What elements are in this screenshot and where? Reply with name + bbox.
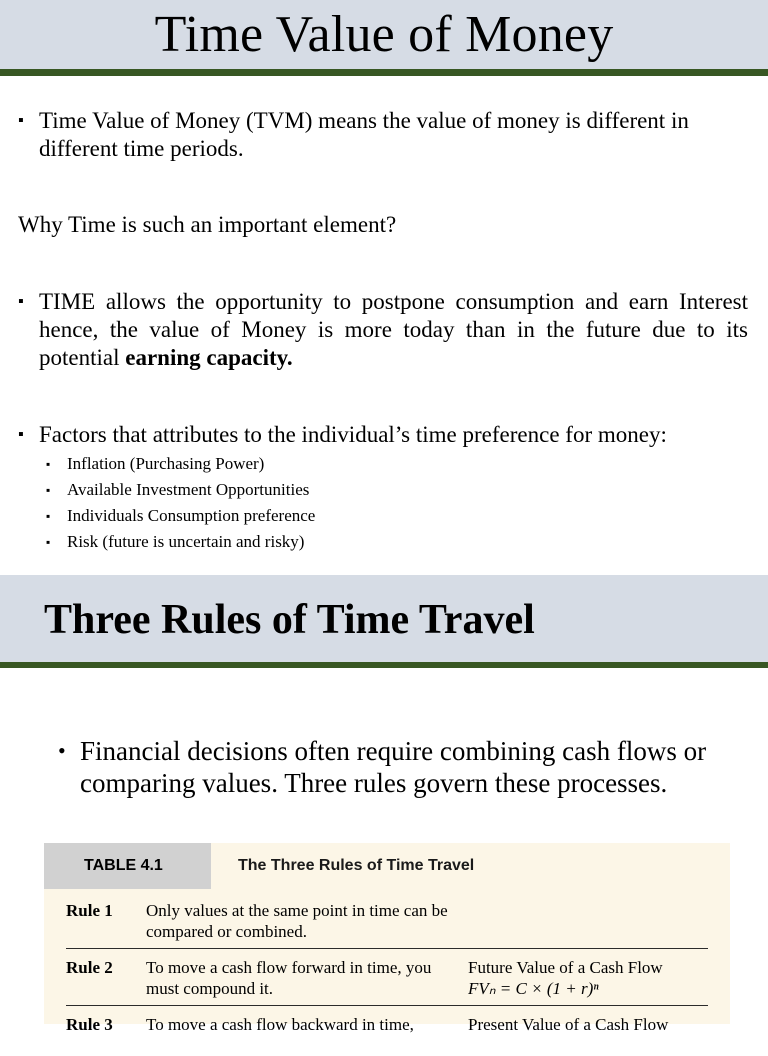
sub-bullet-text: Risk (future is uncertain and risky) <box>67 532 305 551</box>
slide1-title: Time Value of Money <box>154 6 614 63</box>
tvm-definition-text: Time Value of Money (TVM) means the value of money is different in different time periods. <box>39 108 689 161</box>
list-item <box>46 477 646 503</box>
time-explanation-text <box>39 288 748 372</box>
rule-formula <box>468 957 728 999</box>
earning-capacity-bold: earning capacity. <box>125 345 293 370</box>
slide1-bullet-time <box>18 288 748 372</box>
table-row <box>66 957 708 999</box>
slide1-question: Why Time is such an important element? <box>18 212 397 237</box>
rule-label: Rule 1 <box>66 901 113 920</box>
table-divider <box>66 1005 708 1006</box>
square-bullet-icon: ▪ <box>46 483 51 497</box>
rule-description: To move a cash flow forward in time, you must compound it. <box>146 958 432 998</box>
slide2-title: Three Rules of Time Travel <box>44 597 535 643</box>
square-bullet-icon: ▪ <box>18 426 24 443</box>
sub-bullet-text: Individuals Consumption preference <box>67 506 316 525</box>
factors-heading-text: Factors that attributes to the individual’s time preference for money: <box>39 422 667 447</box>
financial-decisions-text: Financial decisions often require combining cash flows or comparing values. Three rules govern these processes. <box>80 736 707 798</box>
square-bullet-icon: ▪ <box>46 535 51 549</box>
square-bullet-icon: ▪ <box>18 112 24 129</box>
slide2-bullet <box>58 735 738 799</box>
rule-formula <box>468 1014 728 1035</box>
square-bullet-icon: ▪ <box>18 293 24 310</box>
slide1-title-bar <box>0 0 768 69</box>
formula-label: Future Value of a Cash Flow <box>468 958 663 977</box>
table-number-tag: TABLE 4.1 <box>44 843 211 889</box>
square-bullet-icon: ▪ <box>46 509 51 523</box>
table-row <box>66 1014 708 1056</box>
sub-bullet-text: Inflation (Purchasing Power) <box>67 454 265 473</box>
rule-description: Only values at the same point in time can be compared or combined. <box>146 901 448 941</box>
slide2-title-bar <box>0 575 768 662</box>
table-row <box>66 900 708 942</box>
slide1-title-divider <box>0 69 768 76</box>
slide2-title-divider <box>0 662 768 668</box>
slide1-bullet-tvm <box>18 107 748 163</box>
rule-description: To move a cash flow backward in time, <box>146 1015 414 1034</box>
slide1-bullet-factors <box>18 421 748 449</box>
list-item <box>46 529 646 555</box>
round-bullet-icon: • <box>58 738 66 763</box>
time-travel-rules-table <box>44 843 730 1034</box>
formula-expression: FVₙ = C × (1 + r)ⁿ <box>468 979 599 998</box>
factors-sub-list <box>46 451 646 555</box>
sub-bullet-text: Available Investment Opportunities <box>67 480 310 499</box>
square-bullet-icon: ▪ <box>46 457 51 471</box>
formula-label: Present Value of a Cash Flow <box>468 1015 669 1034</box>
list-item <box>46 451 646 477</box>
rule-label: Rule 3 <box>66 1015 113 1034</box>
table-caption: The Three Rules of Time Travel <box>238 857 475 874</box>
table-divider <box>66 948 708 949</box>
rule-label: Rule 2 <box>66 958 113 977</box>
time-explanation-plain: TIME allows the opportunity to postpone consumption and earn Interest hence, the value of Money is more today than in the future due to its potential <box>39 289 748 370</box>
list-item <box>46 503 646 529</box>
